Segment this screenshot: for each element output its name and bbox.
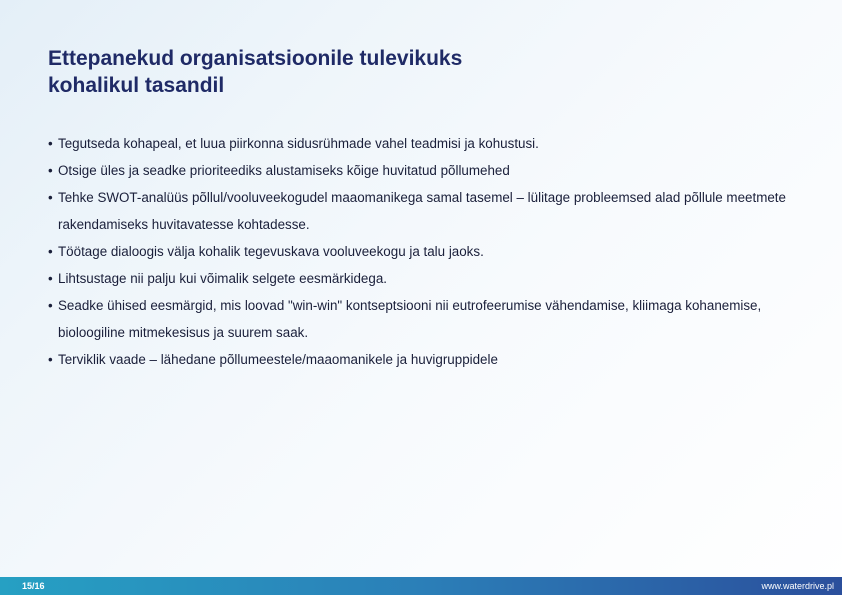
bullet-list <box>48 130 808 373</box>
bullet-item: • Tegutseda kohapeal, et luua piirkonna sidusrühmade vahel teadmisi ja kohustusi. <box>48 136 539 151</box>
bullet-text: Otsige üles ja seadke prioriteediks alustamiseks kõige huvitatud põllumehed <box>58 163 510 178</box>
bullet-text: Tegutseda kohapeal, et luua piirkonna sidusrühmade vahel teadmisi ja kohustusi. <box>58 136 539 151</box>
slide-title: Ettepanekud organisatsioonile tulevikuks kohalikul tasandil <box>48 47 463 97</box>
footer-bar <box>0 577 842 595</box>
bullet-item: • Seadke ühised eesmärgid, mis loovad "win-win" kontseptsiooni nii eutrofeerumise vähendamise, kliimaga kohanemise, bioloogiline mitmekesisus ja suurem saak. <box>48 298 762 340</box>
page-number: 15/16 <box>22 581 45 591</box>
website-link[interactable]: www.waterdrive.pl <box>761 581 834 591</box>
bullet-text: Terviklik vaade – lähedane põllumeestele/maaomanikele ja huvigruppidele <box>58 352 498 367</box>
bullet-text: Seadke ühised eesmärgid, mis loovad "win-win" kontseptsiooni nii eutrofeerumise vähendamise, kliimaga kohanemise, bioloogiline mitmekesisus ja suurem saak. <box>58 298 762 340</box>
bullet-text: Tehke SWOT-analüüs põllul/vooluveekogudel maaomanikega samal tasemel – lülitage probleemsed alad põllule meetmete rakendamiseks huvitavatesse kohtadesse. <box>58 190 786 232</box>
bullet-item: • Tehke SWOT-analüüs põllul/vooluveekogudel maaomanikega samal tasemel – lülitage probleemsed alad põllule meetmete rakendamiseks huvitavatesse kohtadesse. <box>48 190 786 232</box>
bullet-item: • Otsige üles ja seadke prioriteediks alustamiseks kõige huvitatud põllumehed <box>48 163 510 178</box>
bullet-text: Lihtsustage nii palju kui võimalik selgete eesmärkidega. <box>58 271 387 286</box>
bullet-item: • Lihtsustage nii palju kui võimalik selgete eesmärkidega. <box>48 271 387 286</box>
bullet-text: Töötage dialoogis välja kohalik tegevuskava vooluveekogu ja talu jaoks. <box>58 244 484 259</box>
bullet-item: • Terviklik vaade – lähedane põllumeestele/maaomanikele ja huvigruppidele <box>48 352 498 367</box>
bullet-item: • Töötage dialoogis välja kohalik tegevuskava vooluveekogu ja talu jaoks. <box>48 244 484 259</box>
